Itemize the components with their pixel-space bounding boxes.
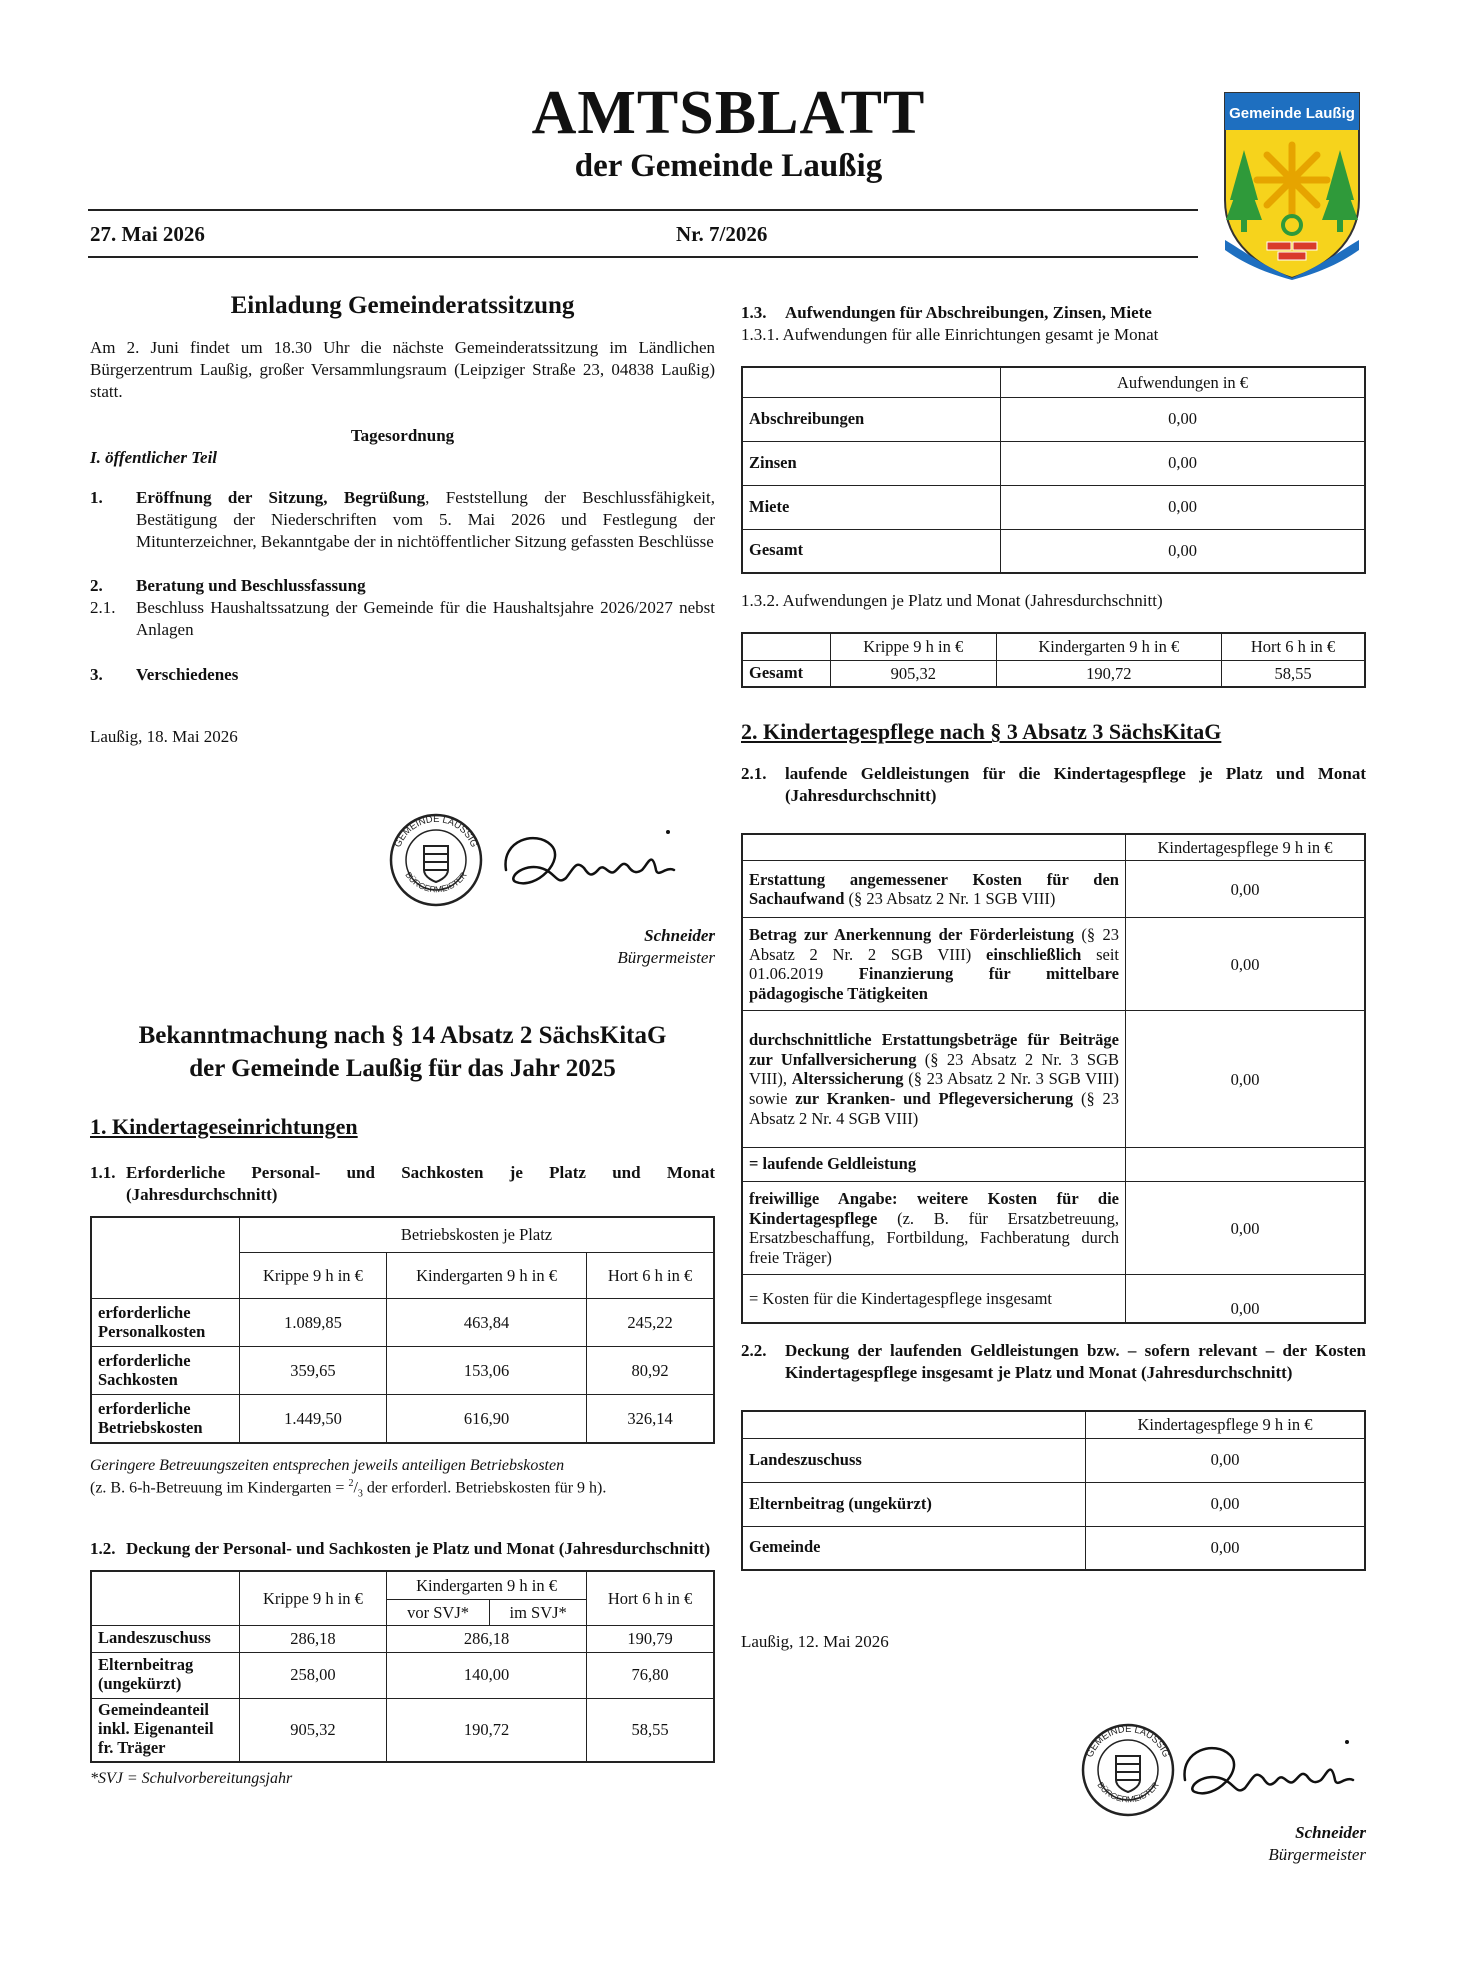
col-header-kindergarten: Kindergarten 9 h in € — [386, 1571, 586, 1599]
cell-value: 58,55 — [587, 1698, 714, 1762]
row-label-bold: Finanzierung für mittelbare pädagogische Tätigkeiten — [749, 964, 1120, 1004]
table-row — [91, 1395, 714, 1443]
col-header-kindergarten: Kindergarten 9 h in € — [996, 633, 1222, 660]
newspaper-title: AMTSBLATT — [531, 79, 926, 147]
cell-value: 616,90 — [386, 1395, 586, 1443]
row-label: Elternbeitrag (ungekürzt) — [91, 1652, 240, 1698]
col-header-krippe: Krippe 9 h in € — [831, 633, 997, 660]
official-seal-icon — [388, 812, 484, 908]
row-label — [742, 918, 1126, 1011]
row-label-text: (§ 23 Absatz 2 Nr. 3 SGB VIII), — [749, 1049, 1120, 1089]
svg-text:GEMEINDE LAUSSIG — [1085, 1724, 1172, 1759]
row-label: Landeszuschuss — [91, 1626, 240, 1652]
cell-value: 0,00 — [1001, 441, 1366, 485]
table-note-line-2: (z. B. 6-h-Betreuung im Kindergarten = $^2/_3$ der erforderl. Betriebskosten für 9 h). — [90, 1477, 607, 1500]
row-label: erforderliche Betriebskosten — [91, 1395, 240, 1443]
table-row — [91, 1299, 714, 1347]
agenda-item-2-1 — [90, 597, 715, 641]
section-2-1-title — [741, 763, 1366, 807]
table-corner-cell — [742, 834, 1126, 861]
row-label-bold: Erstattung angemessener Kosten für den Sachaufwand — [749, 869, 1119, 909]
cell-value: 0,00 — [1086, 1526, 1366, 1570]
section-1-3-2-title: 1.3.2. Aufwendungen je Platz und Monat (Jahresdurchschnitt) — [741, 591, 1163, 611]
table-row — [742, 1011, 1365, 1148]
section-2-1-number: 2.1. — [741, 763, 767, 783]
invitation-place-date: Laußig, 18. Mai 2026 — [90, 726, 238, 746]
cell-value: 190,79 — [587, 1626, 714, 1652]
seal-top-text: GEMEINDE LAUSSIG — [392, 813, 480, 850]
table-row — [742, 1438, 1365, 1482]
cell-value: 0,00 — [1001, 397, 1366, 441]
invitation-intro: Am 2. Juni findet um 18.30 Uhr die nächste Gemeinderatssitzung im Ländlichen Bürgerzentrum Laußig, großer Versammlungsraum (Leipziger Straße 23, 04838 Laußig) statt. — [90, 337, 715, 401]
row-label-bold: Alterssicherung — [791, 1069, 904, 1089]
table-note-line-1: Geringere Betreuungszeiten entsprechen jeweils anteiligen Betriebskosten — [90, 1456, 565, 1474]
table-row — [742, 529, 1365, 573]
col-header-vor-svj: vor SVJ* — [386, 1599, 489, 1625]
col-header-hort: Hort 6 h in € — [587, 1253, 714, 1299]
cell-value: 58,55 — [1222, 660, 1365, 687]
row-label: Gesamt — [742, 660, 831, 687]
agenda-heading: Tagesordnung — [350, 425, 455, 445]
table-row — [742, 918, 1365, 1011]
table-expenses — [741, 366, 1366, 574]
table-row — [742, 1275, 1365, 1323]
table-row — [742, 1526, 1365, 1570]
section-1-2-text: Deckung der Personal- und Sachkosten je Platz und Monat (Jahresdurchschnitt) — [126, 1539, 711, 1559]
table-cost-coverage — [90, 1570, 715, 1763]
table-row — [742, 1148, 1365, 1182]
row-label: = laufende Geldleistung — [742, 1148, 1126, 1182]
row-label-bold: Betrag zur Anerkennung der Förderleistung — [749, 924, 1074, 944]
row-label — [742, 1182, 1126, 1275]
cell-value: 76,80 — [587, 1652, 714, 1698]
newspaper-subtitle: der Gemeinde Laußig — [574, 148, 883, 184]
section-2-2-text: Deckung der laufenden Geldleistungen bzw. – sofern relevant – der Kosten Kindertagespflege insgesamt je Platz und Monat (Jahresdurchschnitt) — [785, 1340, 1366, 1382]
table-corner-cell — [91, 1571, 240, 1625]
invitation-section — [90, 290, 715, 748]
col-header-kindergarten: Kindergarten 9 h in € — [386, 1253, 586, 1299]
agenda-item-1 — [90, 487, 715, 553]
cell-value: 80,92 — [587, 1347, 714, 1395]
cell-value: 0,00 — [1126, 1011, 1366, 1148]
table-group-header: Betriebskosten je Platz — [240, 1217, 715, 1253]
section-2-1-text: laufende Geldleistungen für die Kindertagespflege je Platz und Monat (Jahresdurchschnitt) — [785, 763, 1366, 805]
row-label-bold: zur Kranken- und Pflegeversicherung — [795, 1089, 1074, 1109]
row-label: erforderliche Personalkosten — [91, 1299, 240, 1347]
section-2-2-number: 2.2. — [741, 1340, 767, 1360]
fraction-denominator: 3 — [357, 1488, 363, 1500]
col-header-hort: Hort 6 h in € — [1222, 633, 1365, 660]
row-label-text: (§ 23 Absatz 2 Nr. 4 SGB VIII) — [749, 1089, 1119, 1129]
seal-bottom-text: BÜRGERMEISTER — [403, 869, 469, 895]
notice-section — [90, 1020, 715, 1790]
table-personnel-costs — [90, 1216, 715, 1444]
table-row — [742, 861, 1365, 918]
table-row — [91, 1698, 714, 1762]
cell-value: 258,00 — [240, 1652, 387, 1698]
agenda-item-3-number: 3. — [90, 664, 103, 684]
row-label-text: (z. B. für Ersatzbetreuung, Ersatzbeschaffung, Fortbildung, Fachberatung durch freie Träger) — [749, 1208, 1119, 1268]
agenda-item-2-number: 2. — [90, 576, 103, 596]
section-1-1-title — [90, 1162, 715, 1206]
issue-number: Nr. 7/2026 — [676, 222, 768, 246]
invitation-signature — [90, 925, 715, 969]
row-label-bold: einschließlich — [986, 944, 1082, 964]
note-text-b: der erforderl. Betriebskosten für 9 h). — [362, 1478, 607, 1496]
section-1-1-text: Erforderliche Personal- und Sachkosten je Platz und Monat (Jahresdurchschnitt) — [126, 1162, 715, 1204]
agenda-item-2 — [90, 575, 715, 597]
seal-bottom-text: BÜRGERMEISTER — [1095, 1779, 1161, 1805]
row-label: Elternbeitrag (ungekürzt) — [742, 1482, 1086, 1526]
row-label — [742, 861, 1126, 918]
table-child-daycare-payments — [741, 833, 1366, 1324]
agenda-item-2-text: Beratung und Beschlussfassung — [136, 576, 366, 596]
notice-signature — [741, 1822, 1366, 1866]
table-row — [91, 1347, 714, 1395]
municipal-crest-icon — [1222, 90, 1362, 280]
row-label: Gemeindeanteil inkl. Eigenanteil fr. Träger — [91, 1698, 240, 1762]
col-header-im-svj: im SVJ* — [490, 1599, 587, 1625]
col-header-daycare: Kindertagespflege 9 h in € — [1126, 834, 1366, 861]
cell-value: 1.089,85 — [240, 1299, 387, 1347]
cell-value: 190,72 — [386, 1698, 586, 1762]
cell-value: 326,14 — [587, 1395, 714, 1443]
note-text-a: (z. B. 6-h-Betreuung im Kindergarten = — [90, 1478, 349, 1496]
table-row — [742, 397, 1365, 441]
cell-value: 0,00 — [1126, 1182, 1366, 1275]
section-1-3-number: 1.3. — [741, 303, 767, 322]
section-2-title: 2. Kindertagespflege nach § 3 Absatz 3 SächsKitaG — [741, 719, 1222, 745]
agenda-item-1-bold: Eröffnung der Sitzung, Begrüßung — [136, 487, 426, 507]
fraction-numerator: 2 — [348, 1477, 354, 1489]
table-row — [91, 1626, 714, 1652]
row-label-text: (§ 23 Absatz 2 Nr. 3 SGB VIII) sowie — [749, 1069, 1119, 1109]
signer-role: Bürgermeister — [1268, 1845, 1366, 1865]
cell-value: 0,00 — [1001, 529, 1366, 573]
seal-top-text: GEMEINDE LAUSSIG — [1084, 1723, 1172, 1760]
table-row — [742, 1182, 1365, 1275]
table-row — [742, 1482, 1365, 1526]
table-corner-cell — [742, 1411, 1086, 1438]
cell-value: 190,72 — [996, 660, 1222, 687]
right-column — [741, 302, 1366, 1653]
cell-value: 905,32 — [240, 1698, 387, 1762]
cell-value: 245,22 — [587, 1299, 714, 1347]
col-header-krippe: Krippe 9 h in € — [240, 1253, 387, 1299]
row-label: Gemeinde — [742, 1526, 1086, 1570]
cell-value: 140,00 — [386, 1652, 586, 1698]
row-label-text: (§ 23 Absatz 2 Nr. 2 SGB VIII) — [749, 924, 1119, 964]
row-label-text: seit 01.06.2019 — [749, 944, 1120, 984]
cell-value: 0,00 — [1086, 1482, 1366, 1526]
col-header-expenses: Aufwendungen in € — [1001, 367, 1366, 397]
col-header-krippe: Krippe 9 h in € — [240, 1571, 387, 1625]
table-row — [91, 1652, 714, 1698]
table-row — [742, 485, 1365, 529]
row-label: Landeszuschuss — [742, 1438, 1086, 1482]
agenda-item-2-1-number: 2.1. — [90, 598, 116, 618]
cell-value: 0,00 — [1126, 918, 1366, 1011]
row-label: Miete — [742, 485, 1001, 529]
invitation-title: Einladung Gemeinderatssitzung — [230, 292, 575, 319]
cell-value-empty — [1126, 1148, 1366, 1182]
section-1-1-number: 1.1. — [90, 1162, 116, 1182]
signature-icon — [1175, 1730, 1375, 1810]
signer-name: Schneider — [1295, 1823, 1366, 1842]
cell-value: 0,00 — [1001, 485, 1366, 529]
footnote: *SVJ = Schulvorbereitungsjahr — [90, 1770, 293, 1788]
cell-value: 286,18 — [240, 1626, 387, 1652]
cell-value: 153,06 — [386, 1347, 586, 1395]
row-label: erforderliche Sachkosten — [91, 1347, 240, 1395]
section-1-2-title — [90, 1538, 715, 1560]
cell-value: 0,00 — [1126, 1275, 1366, 1323]
row-label-bold: freiwillige Angabe: weitere Kosten für die Kindertagespflege — [749, 1188, 1119, 1228]
cell-value: 1.449,50 — [240, 1395, 387, 1443]
section-1-title: 1. Kindertageseinrichtungen — [90, 1114, 358, 1139]
section-1-3-text: Aufwendungen für Abschreibungen, Zinsen, Miete — [785, 303, 1152, 322]
table-daycare-coverage — [741, 1410, 1366, 1571]
cell-value: 0,00 — [1126, 861, 1366, 918]
section-2-2-title — [741, 1340, 1366, 1384]
table-expenses-per-place — [741, 632, 1366, 688]
signer-name: Schneider — [644, 926, 715, 945]
notice-title-line-1: Bekanntmachung nach § 14 Absatz 2 SächsKitaG — [138, 1022, 667, 1049]
issue-date: 27. Mai 2026 — [90, 222, 205, 246]
crest-banner-text: Gemeinde Laußig — [1229, 105, 1355, 122]
section-1-3-title — [741, 302, 1366, 324]
notice-place-date: Laußig, 12. Mai 2026 — [741, 1632, 889, 1651]
signer-role: Bürgermeister — [617, 948, 715, 968]
notice-title-line-2: der Gemeinde Laußig für das Jahr 2025 — [189, 1054, 616, 1082]
row-label: Abschreibungen — [742, 397, 1001, 441]
row-label: Gesamt — [742, 529, 1001, 573]
row-label — [742, 1011, 1126, 1148]
row-label: = Kosten für die Kindertagespflege insgesamt — [742, 1275, 1126, 1323]
agenda-part: I. öffentlicher Teil — [90, 447, 218, 467]
cell-value: 286,18 — [386, 1626, 586, 1652]
cell-value: 905,32 — [831, 660, 997, 687]
cell-value: 359,65 — [240, 1347, 387, 1395]
table-row — [742, 441, 1365, 485]
cell-value: 0,00 — [1086, 1438, 1366, 1482]
col-header-hort: Hort 6 h in € — [587, 1571, 714, 1625]
svg-text:GEMEINDE LAUSSIG — [393, 814, 480, 849]
col-header-daycare: Kindertagespflege 9 h in € — [1086, 1411, 1366, 1438]
agenda-item-2-1-text: Beschluss Haushaltssatzung der Gemeinde für die Haushaltsjahre 2026/2027 nebst Anlagen — [136, 598, 715, 640]
header-rule-bottom — [88, 256, 1198, 258]
table-corner-cell — [91, 1217, 240, 1299]
table-corner-cell — [742, 367, 1001, 397]
cell-value: 463,84 — [386, 1299, 586, 1347]
signature-icon — [496, 820, 696, 900]
row-label-bold: durchschnittliche Erstattungsbeträge für Beiträge zur Unfallversicherung — [749, 1029, 1119, 1069]
agenda-item-3-text: Verschiedenes — [136, 664, 239, 684]
agenda-item-1-text: , Feststellung der Beschlussfähigkeit, Bestätigung der Niederschriften vom 5. Mai 2026 und Festlegung der Mitunterzeichner, Bekanntgabe der in nichtöffentlicher Sitzung gefassten Beschlüsse — [136, 487, 715, 552]
section-1-2-number: 1.2. — [90, 1539, 116, 1559]
section-1-3-1-title: 1.3.1. Aufwendungen für alle Einrichtungen gesamt je Monat — [741, 325, 1159, 345]
agenda-item-3 — [90, 664, 715, 686]
row-label-text: (§ 23 Absatz 2 Nr. 1 SGB VIII) — [844, 889, 1056, 909]
header-rule-top — [88, 209, 1198, 211]
row-label: Zinsen — [742, 441, 1001, 485]
official-seal-icon — [1080, 1722, 1176, 1818]
table-corner-cell — [742, 633, 831, 660]
table-row — [742, 660, 1365, 687]
agenda-item-1-number: 1. — [90, 487, 103, 507]
